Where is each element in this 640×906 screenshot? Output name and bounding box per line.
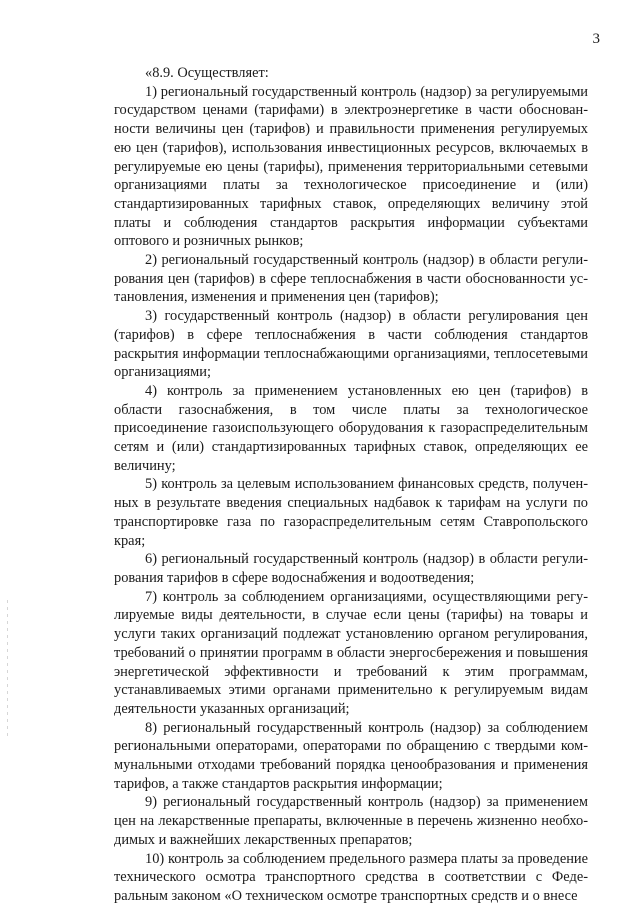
list-item-3: 3) государственный контроль (надзор) в области регулирования цен (тарифов) в сфере теплоснабжения в части соблюдения стандартов раскрытия информации теплоснабжающими организациями, теплосетевыми организациями; [114,308,588,381]
list-item-6: 6) региональный государственный контроль (надзор) в области регулирования тарифов в сфере водоснабжения и водоотведения; [114,551,588,586]
page-number: 3 [592,31,600,47]
list-item-1: 1) региональный государственный контроль (надзор) за регулируемыми государством ценами (тарифами) в электроэнергетике в части обоснованности величины цен (тарифов) и правильности применения регулируемых ею цен (тарифов), использования инвестиционных ресурсов, включаемых в регулируемые ею цены (тарифы), применения территориальными сетевыми организациями платы за технологическое присоединение и (или) стандартизированных тарифных ставок, определяющих величину этой платы и соблюдения стандартов раскрытия информации субъектами оптового и розничных рынков; [114,83,588,250]
list-item-5: 5) контроль за целевым использованием финансовых средств, полученных в результате введения специальных надбавок к тарифам на услуги по транспортировке газа по газораспределительным сетям Ставропольского края; [114,476,588,549]
list-item-7: 7) контроль за соблюдением организациями, осуществляющими регулируемые виды деятельности, в случае если цены (тарифы) на товары и услуги таких организаций подлежат установлению органом регулирования, требований о принятии программ в области энергосбережения и повышения энергетической эффективности и требований к этим программам, устанавливаемых этими органами применительно к регулируемым видам деятельности указанных организаций; [114,588,588,717]
list-item-4: 4) контроль за применением установленных ею цен (тарифов) в области газоснабжения, в том числе платы за технологическое присоединение газоиспользующего оборудования к газораспределительным сетям и (или) стандартизированных тарифных ставок, определяющих ее величину; [114,382,588,474]
section-heading: «8.9. Осуществляет: [145,65,269,81]
list-item-2: 2) региональный государственный контроль (надзор) в области регулирования цен (тарифов) в сфере теплоснабжения в части обоснованности установления, изменения и применения цен (тарифов); [114,252,588,306]
document-body [114,64,588,906]
list-item-10: 10) контроль за соблюдением предельного размера платы за проведение технического осмотра транспортного средства в соответствии с Федеральным законом «О техническом осмотре транспортных средств и о внесе [114,850,588,904]
scan-artifact [7,600,8,740]
list-item-8: 8) региональный государственный контроль (надзор) за соблюдением региональными операторами, операторами по обращению с твердыми коммунальными отходами требований порядка ценообразования и применения тарифов, а также стандартов раскрытия информации; [114,719,588,792]
list-item-9: 9) региональный государственный контроль (надзор) за применением цен на лекарственные препараты, включенные в перечень жизненно необходимых и важнейших лекарственных препаратов; [114,794,588,848]
